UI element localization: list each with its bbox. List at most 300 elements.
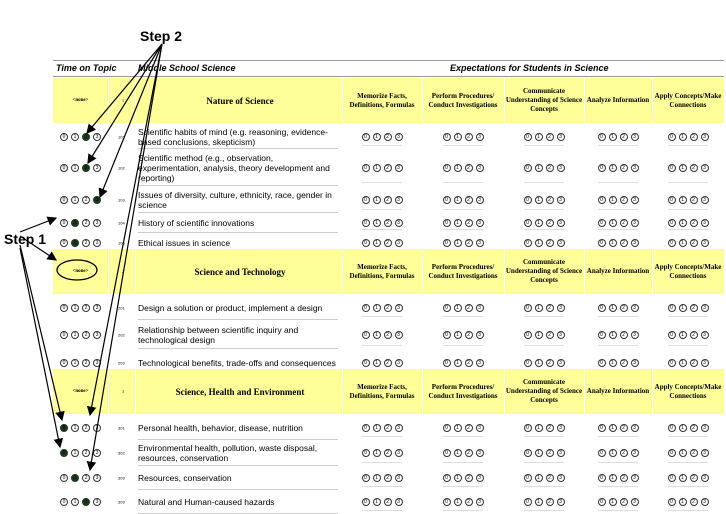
time-bubble[interactable]: 2: [82, 331, 90, 339]
expectation-bubble[interactable]: 2: [690, 133, 698, 141]
expectation-bubble[interactable]: 2: [690, 474, 698, 482]
expectation-bubble[interactable]: 1: [454, 331, 462, 339]
expectation-bubble[interactable]: 0: [598, 474, 606, 482]
expectation-bubble[interactable]: 1: [373, 164, 381, 172]
expectation-bubble[interactable]: 0: [524, 359, 532, 367]
expectation-bubble[interactable]: 0: [524, 498, 532, 506]
time-bubble[interactable]: 3: [93, 133, 101, 141]
expectation-bubble[interactable]: 3: [557, 219, 565, 227]
step1-arrow-3: [20, 245, 62, 420]
expectation-bubble[interactable]: 2: [620, 449, 628, 457]
expectation-bubble[interactable]: 1: [679, 239, 687, 247]
expectation-bubble[interactable]: 1: [679, 133, 687, 141]
expectation-bubble[interactable]: 0: [598, 164, 606, 172]
expectation-bubble[interactable]: 2: [690, 164, 698, 172]
expectation-bubble[interactable]: 1: [609, 133, 617, 141]
expectation-bubble[interactable]: 3: [395, 304, 403, 312]
expectation-bubble[interactable]: 1: [454, 424, 462, 432]
expectation-bubble[interactable]: 0: [668, 239, 676, 247]
time-bubble[interactable]: 3: [93, 219, 101, 227]
expectation-bubble[interactable]: 3: [557, 133, 565, 141]
expectation-bubble[interactable]: 0: [598, 304, 606, 312]
expectation-bubble[interactable]: 0: [443, 196, 451, 204]
expectation-bubble[interactable]: 3: [557, 424, 565, 432]
expectation-bubble[interactable]: 2: [546, 498, 554, 506]
expectation-bubble[interactable]: 1: [535, 219, 543, 227]
expectation-bubble[interactable]: 2: [690, 359, 698, 367]
expectation-bubble[interactable]: 3: [701, 331, 709, 339]
expectation-bubble[interactable]: 0: [668, 331, 676, 339]
expectation-bubble[interactable]: 0: [524, 304, 532, 312]
expectation-bubble[interactable]: 1: [454, 164, 462, 172]
expectation-bubble[interactable]: 2: [384, 164, 392, 172]
expectation-bubble[interactable]: 2: [620, 219, 628, 227]
expectation-bubble[interactable]: 2: [546, 331, 554, 339]
expectation-bubble[interactable]: 3: [395, 133, 403, 141]
expectation-bubble[interactable]: 0: [668, 359, 676, 367]
expectation-bubble[interactable]: 2: [546, 164, 554, 172]
expectation-bubble[interactable]: 0: [668, 164, 676, 172]
expectation-bubble[interactable]: 2: [690, 331, 698, 339]
time-bubble[interactable]: 2: [82, 304, 90, 312]
expectation-bubble[interactable]: 2: [620, 164, 628, 172]
time-bubble[interactable]: 0: [60, 449, 68, 457]
expectation-label: Perform Procedures/ Conduct Investigations: [428, 262, 498, 280]
expectation-bubble[interactable]: 1: [679, 331, 687, 339]
expectation-bubble[interactable]: 2: [690, 219, 698, 227]
expectation-bubble[interactable]: 2: [690, 304, 698, 312]
expectation-bubble[interactable]: 3: [476, 359, 484, 367]
expectation-bubble[interactable]: 3: [557, 239, 565, 247]
expectation-bubble[interactable]: 0: [362, 331, 370, 339]
expectation-bubble[interactable]: 0: [362, 498, 370, 506]
expectation-bubble[interactable]: 3: [476, 164, 484, 172]
expectation-bubble[interactable]: 3: [631, 239, 639, 247]
expectation-bubble[interactable]: 2: [465, 164, 473, 172]
expectation-bubble[interactable]: 0: [598, 424, 606, 432]
time-bubble[interactable]: 2: [82, 219, 90, 227]
expectation-bubble[interactable]: 0: [443, 133, 451, 141]
time-bubble[interactable]: 3: [93, 304, 101, 312]
expectation-bubble[interactable]: 3: [395, 331, 403, 339]
expectation-bubble[interactable]: 1: [373, 474, 381, 482]
expectation-bubble[interactable]: 0: [443, 219, 451, 227]
expectation-bubble[interactable]: 3: [557, 331, 565, 339]
expectation-label: Analyze Information: [586, 96, 650, 104]
expectation-bubble[interactable]: 1: [609, 498, 617, 506]
expectation-bubble[interactable]: 3: [701, 359, 709, 367]
expectation-bubble[interactable]: 0: [668, 449, 676, 457]
expectation-bubble[interactable]: 1: [679, 196, 687, 204]
expectation-bubble[interactable]: 1: [679, 474, 687, 482]
time-bubble[interactable]: 3: [93, 196, 101, 204]
time-bubble[interactable]: 1: [71, 474, 79, 482]
none-label: <none>: [72, 98, 89, 103]
time-bubble[interactable]: 2: [82, 359, 90, 367]
expectation-bubble[interactable]: 2: [384, 196, 392, 204]
expectation-bubble[interactable]: 3: [395, 219, 403, 227]
time-bubble[interactable]: 0: [60, 359, 68, 367]
expectation-bubble[interactable]: 3: [701, 449, 709, 457]
expectation-bubble[interactable]: 3: [395, 196, 403, 204]
expectation-bubble[interactable]: 1: [535, 474, 543, 482]
expectation-bubble[interactable]: 1: [373, 304, 381, 312]
time-bubble[interactable]: 1: [71, 359, 79, 367]
time-bubble[interactable]: 0: [60, 424, 68, 432]
expectation-bubble[interactable]: 2: [465, 359, 473, 367]
expectation-bubble[interactable]: 2: [465, 424, 473, 432]
expectation-bubble[interactable]: 2: [465, 474, 473, 482]
time-bubble[interactable]: 1: [71, 219, 79, 227]
time-bubble[interactable]: 3: [93, 449, 101, 457]
expectation-bubble[interactable]: 2: [546, 424, 554, 432]
time-bubble[interactable]: 0: [60, 498, 68, 506]
expectation-bubble[interactable]: 2: [384, 449, 392, 457]
expectation-bubble[interactable]: 1: [609, 164, 617, 172]
expectation-bubble[interactable]: 2: [384, 239, 392, 247]
expectation-bubble[interactable]: 1: [454, 304, 462, 312]
expectation-bubble[interactable]: 3: [557, 196, 565, 204]
expectation-bubble[interactable]: 3: [631, 498, 639, 506]
expectation-label: Perform Procedures/ Conduct Investigations: [428, 382, 498, 400]
expectation-bubble[interactable]: 0: [524, 424, 532, 432]
expectation-bubble[interactable]: 0: [362, 474, 370, 482]
expectation-bubble[interactable]: 1: [535, 196, 543, 204]
expectation-bubble[interactable]: 0: [598, 498, 606, 506]
time-bubble[interactable]: 2: [82, 196, 90, 204]
expectation-bubble[interactable]: 2: [620, 196, 628, 204]
expectation-bubble[interactable]: 3: [476, 331, 484, 339]
expectation-bubble[interactable]: 1: [373, 239, 381, 247]
expectation-bubble[interactable]: 3: [631, 331, 639, 339]
expectation-bubble[interactable]: 1: [535, 239, 543, 247]
expectation-bubble[interactable]: 2: [465, 219, 473, 227]
time-bubble[interactable]: 0: [60, 219, 68, 227]
expectation-bubble[interactable]: 2: [546, 304, 554, 312]
time-bubble[interactable]: 2: [82, 424, 90, 432]
expectation-bubble[interactable]: 2: [465, 498, 473, 506]
expectation-bubble[interactable]: 1: [609, 424, 617, 432]
expectation-bubble[interactable]: 1: [454, 219, 462, 227]
time-bubble[interactable]: 1: [71, 133, 79, 141]
expectation-bubble[interactable]: 1: [609, 474, 617, 482]
expectation-bubble[interactable]: 2: [620, 133, 628, 141]
expectation-bubble[interactable]: 1: [373, 196, 381, 204]
expectation-bubble[interactable]: 0: [668, 424, 676, 432]
step1-arrow-1: [20, 218, 56, 232]
expectation-bubble[interactable]: 3: [631, 474, 639, 482]
time-bubble[interactable]: 1: [71, 196, 79, 204]
expectation-bubble[interactable]: 3: [395, 449, 403, 457]
expectation-bubble[interactable]: 3: [395, 498, 403, 506]
expectation-bubble[interactable]: 3: [701, 239, 709, 247]
expectation-bubble[interactable]: 1: [535, 359, 543, 367]
expectation-label: Perform Procedures/ Conduct Investigations: [428, 91, 498, 109]
time-bubble[interactable]: 0: [60, 196, 68, 204]
expectation-bubble[interactable]: 2: [620, 498, 628, 506]
expectation-label: Communicate Understanding of Science Concepts: [505, 87, 583, 113]
expectation-bubble[interactable]: 1: [609, 359, 617, 367]
expectation-bubble[interactable]: 0: [598, 359, 606, 367]
time-bubble[interactable]: 1: [71, 449, 79, 457]
expectation-bubble[interactable]: 1: [535, 449, 543, 457]
time-bubble[interactable]: 0: [60, 164, 68, 172]
expectation-bubble[interactable]: 1: [679, 498, 687, 506]
expectation-bubble[interactable]: 3: [395, 424, 403, 432]
expectation-bubble[interactable]: 1: [373, 449, 381, 457]
time-bubble[interactable]: 2: [82, 449, 90, 457]
expectation-bubble[interactable]: 2: [690, 424, 698, 432]
expectation-bubble[interactable]: 2: [465, 196, 473, 204]
expectation-bubble[interactable]: 2: [465, 449, 473, 457]
time-bubble[interactable]: 0: [60, 474, 68, 482]
expectation-bubble[interactable]: 1: [373, 219, 381, 227]
time-bubble[interactable]: 0: [60, 331, 68, 339]
expectation-bubble[interactable]: 3: [557, 449, 565, 457]
expectation-bubble[interactable]: 1: [609, 239, 617, 247]
expectation-bubble[interactable]: 2: [620, 304, 628, 312]
expectation-bubble[interactable]: 0: [598, 196, 606, 204]
expectation-bubble[interactable]: 2: [465, 133, 473, 141]
expectation-bubble[interactable]: 1: [679, 304, 687, 312]
time-bubble[interactable]: 3: [93, 498, 101, 506]
time-bubble[interactable]: 0: [60, 133, 68, 141]
expectation-bubble[interactable]: 0: [362, 424, 370, 432]
time-bubble[interactable]: 2: [82, 239, 90, 247]
expectation-bubble[interactable]: 1: [679, 449, 687, 457]
expectation-bubble[interactable]: 0: [362, 133, 370, 141]
expectation-bubble[interactable]: 3: [395, 474, 403, 482]
expectation-bubble[interactable]: 0: [443, 424, 451, 432]
expectation-bubble[interactable]: 0: [598, 133, 606, 141]
time-bubble[interactable]: 3: [93, 331, 101, 339]
expectation-bubble[interactable]: 2: [384, 304, 392, 312]
expectation-bubble[interactable]: 1: [535, 164, 543, 172]
expectation-bubble[interactable]: 0: [362, 359, 370, 367]
expectation-bubble[interactable]: 1: [535, 304, 543, 312]
expectation-bubble[interactable]: 0: [668, 196, 676, 204]
expectation-bubble[interactable]: 3: [701, 164, 709, 172]
expectation-bubble[interactable]: 1: [679, 424, 687, 432]
expectation-bubble[interactable]: 3: [701, 196, 709, 204]
expectation-bubble[interactable]: 1: [609, 219, 617, 227]
expectation-bubble[interactable]: 1: [373, 498, 381, 506]
expectation-bubble[interactable]: 2: [546, 133, 554, 141]
expectation-bubble[interactable]: 0: [524, 331, 532, 339]
expectation-bubble[interactable]: 1: [679, 219, 687, 227]
expectation-bubble[interactable]: 3: [631, 219, 639, 227]
expectation-bubble[interactable]: 3: [631, 359, 639, 367]
expectation-bubble[interactable]: 3: [557, 164, 565, 172]
expectation-bubble[interactable]: 2: [620, 239, 628, 247]
expectation-bubble[interactable]: 1: [609, 449, 617, 457]
expectation-bubble[interactable]: 3: [701, 133, 709, 141]
expectation-bubble[interactable]: 2: [384, 498, 392, 506]
expectation-bubble[interactable]: 0: [443, 164, 451, 172]
expectation-bubble[interactable]: 1: [454, 133, 462, 141]
topic-code: 101: [118, 134, 125, 139]
expectation-bubble[interactable]: 1: [454, 196, 462, 204]
expectation-bubble[interactable]: 0: [668, 304, 676, 312]
expectation-bubble[interactable]: 1: [679, 164, 687, 172]
expectation-bubble[interactable]: 0: [598, 219, 606, 227]
expectation-bubble[interactable]: 1: [373, 331, 381, 339]
expectation-bubble[interactable]: 3: [631, 449, 639, 457]
expectation-bubble[interactable]: 2: [546, 239, 554, 247]
expectation-bubble[interactable]: 0: [443, 331, 451, 339]
expectation-bubble[interactable]: 2: [384, 133, 392, 141]
time-bubble[interactable]: 2: [82, 474, 90, 482]
section-code-text: 2: [122, 269, 124, 274]
expectation-bubble[interactable]: 1: [609, 331, 617, 339]
expectation-bubble[interactable]: 2: [546, 196, 554, 204]
time-bubble[interactable]: 3: [93, 164, 101, 172]
expectation-bubble[interactable]: 0: [524, 474, 532, 482]
expectation-bubble[interactable]: 3: [557, 359, 565, 367]
expectation-bubble[interactable]: 2: [384, 359, 392, 367]
time-bubble[interactable]: 1: [71, 424, 79, 432]
expectation-bubble[interactable]: 0: [362, 219, 370, 227]
expectation-bubble[interactable]: 1: [535, 498, 543, 506]
expectation-bubble[interactable]: 3: [631, 196, 639, 204]
expectation-bubble[interactable]: 3: [476, 498, 484, 506]
expectation-bubble[interactable]: 3: [631, 133, 639, 141]
expectation-bubble[interactable]: 3: [476, 219, 484, 227]
time-bubble[interactable]: 1: [71, 164, 79, 172]
expectation-bubble[interactable]: 3: [701, 474, 709, 482]
expectation-bubble[interactable]: 2: [384, 331, 392, 339]
expectation-bubble[interactable]: 0: [668, 474, 676, 482]
expectation-bubble[interactable]: 1: [454, 474, 462, 482]
expectation-bubble[interactable]: 1: [454, 359, 462, 367]
expectation-bubble[interactable]: 2: [620, 474, 628, 482]
expectation-bubble[interactable]: 0: [362, 304, 370, 312]
expectation-bubble[interactable]: 0: [668, 133, 676, 141]
expectation-bubble[interactable]: 0: [362, 196, 370, 204]
expectation-bubble[interactable]: 2: [546, 474, 554, 482]
expectation-bubble[interactable]: 3: [631, 164, 639, 172]
expectation-bubble[interactable]: 0: [362, 164, 370, 172]
expectation-bubble[interactable]: 2: [690, 449, 698, 457]
expectation-bubble[interactable]: 2: [546, 449, 554, 457]
time-bubble[interactable]: 0: [60, 239, 68, 247]
expectation-bubble[interactable]: 2: [384, 474, 392, 482]
expectation-bubble[interactable]: 0: [443, 474, 451, 482]
expectation-label: Memorize Facts, Definitions, Formulas: [349, 91, 415, 109]
expectation-bubble[interactable]: 2: [384, 424, 392, 432]
time-bubble[interactable]: 0: [60, 304, 68, 312]
expectation-bubble[interactable]: 1: [454, 449, 462, 457]
expectation-bubble[interactable]: 0: [443, 304, 451, 312]
expectation-bubble[interactable]: 0: [524, 449, 532, 457]
expectation-bubble[interactable]: 0: [443, 359, 451, 367]
expectation-bubble[interactable]: 3: [476, 424, 484, 432]
time-bubble[interactable]: 3: [93, 424, 101, 432]
expectation-bubble[interactable]: 3: [701, 219, 709, 227]
expectation-bubble[interactable]: 1: [454, 239, 462, 247]
expectation-bubble[interactable]: 2: [546, 359, 554, 367]
time-bubble[interactable]: 3: [93, 359, 101, 367]
expectation-bubble[interactable]: 0: [598, 449, 606, 457]
expectation-bubble[interactable]: 0: [443, 239, 451, 247]
expectation-bubble[interactable]: 1: [535, 133, 543, 141]
time-bubble[interactable]: 1: [71, 304, 79, 312]
expectation-bubble[interactable]: 3: [395, 239, 403, 247]
expectation-bubble[interactable]: 2: [690, 196, 698, 204]
expectation-bubble[interactable]: 3: [476, 239, 484, 247]
expectation-bubble[interactable]: 0: [362, 239, 370, 247]
expectation-bubble[interactable]: 0: [524, 196, 532, 204]
expectation-bubble[interactable]: 3: [395, 359, 403, 367]
expectation-bubble[interactable]: 0: [524, 164, 532, 172]
expectation-bubble[interactable]: 2: [620, 331, 628, 339]
time-bubble[interactable]: 3: [93, 239, 101, 247]
expectation-bubble[interactable]: 3: [395, 164, 403, 172]
expectation-bubble[interactable]: 3: [476, 449, 484, 457]
expectation-bubble[interactable]: 2: [620, 359, 628, 367]
expectation-bubble[interactable]: 1: [373, 424, 381, 432]
expectation-bubble[interactable]: 1: [373, 133, 381, 141]
time-bubble[interactable]: 2: [82, 164, 90, 172]
expectation-bubble[interactable]: 0: [598, 331, 606, 339]
time-bubble[interactable]: 1: [71, 498, 79, 506]
time-bubble[interactable]: 2: [82, 133, 90, 141]
expectation-bubble[interactable]: 2: [465, 239, 473, 247]
time-bubble[interactable]: 3: [93, 474, 101, 482]
expectation-bubble[interactable]: 0: [524, 219, 532, 227]
expectation-bubble[interactable]: 3: [476, 304, 484, 312]
expectation-bubble[interactable]: 3: [701, 424, 709, 432]
expectation-bubble[interactable]: 0: [524, 239, 532, 247]
expectation-bubble[interactable]: 3: [701, 498, 709, 506]
time-bubble[interactable]: 1: [71, 331, 79, 339]
time-bubble[interactable]: 1: [71, 239, 79, 247]
expectation-bubble[interactable]: 1: [609, 196, 617, 204]
expectation-bubble[interactable]: 2: [384, 219, 392, 227]
expectation-bubble[interactable]: 0: [598, 239, 606, 247]
expectation-bubble[interactable]: 1: [679, 359, 687, 367]
expectation-bubble[interactable]: 1: [454, 498, 462, 506]
expectation-bubble[interactable]: 0: [443, 498, 451, 506]
expectation-bubble[interactable]: 0: [668, 219, 676, 227]
expectation-bubble[interactable]: 0: [524, 133, 532, 141]
expectation-bubble[interactable]: 1: [535, 424, 543, 432]
expectation-bubble[interactable]: 3: [701, 304, 709, 312]
expectation-bubble[interactable]: 1: [535, 331, 543, 339]
expectation-bubble[interactable]: 3: [476, 133, 484, 141]
topic-text: Natural and Human-caused hazards: [138, 497, 275, 507]
expectation-bubble[interactable]: 3: [557, 498, 565, 506]
expectation-bubble[interactable]: 1: [609, 304, 617, 312]
expectation-bubble[interactable]: 2: [620, 424, 628, 432]
expectation-bubble[interactable]: 0: [668, 498, 676, 506]
expectation-bubble[interactable]: 3: [476, 474, 484, 482]
expectation-bubble[interactable]: 0: [443, 449, 451, 457]
expectation-bubble[interactable]: 3: [631, 424, 639, 432]
expectation-bubble[interactable]: 2: [465, 331, 473, 339]
expectation-bubble[interactable]: 2: [690, 498, 698, 506]
expectation-bubble[interactable]: 3: [476, 196, 484, 204]
time-bubble[interactable]: 2: [82, 498, 90, 506]
expectation-bubble[interactable]: 1: [373, 359, 381, 367]
expectation-bubble[interactable]: 3: [557, 304, 565, 312]
expectation-bubble[interactable]: 2: [690, 239, 698, 247]
expectation-bubble[interactable]: 3: [557, 474, 565, 482]
expectation-bubble[interactable]: 2: [546, 219, 554, 227]
expectation-bubble[interactable]: 0: [362, 449, 370, 457]
expectation-bubble[interactable]: 2: [465, 304, 473, 312]
expectation-bubble[interactable]: 3: [631, 304, 639, 312]
